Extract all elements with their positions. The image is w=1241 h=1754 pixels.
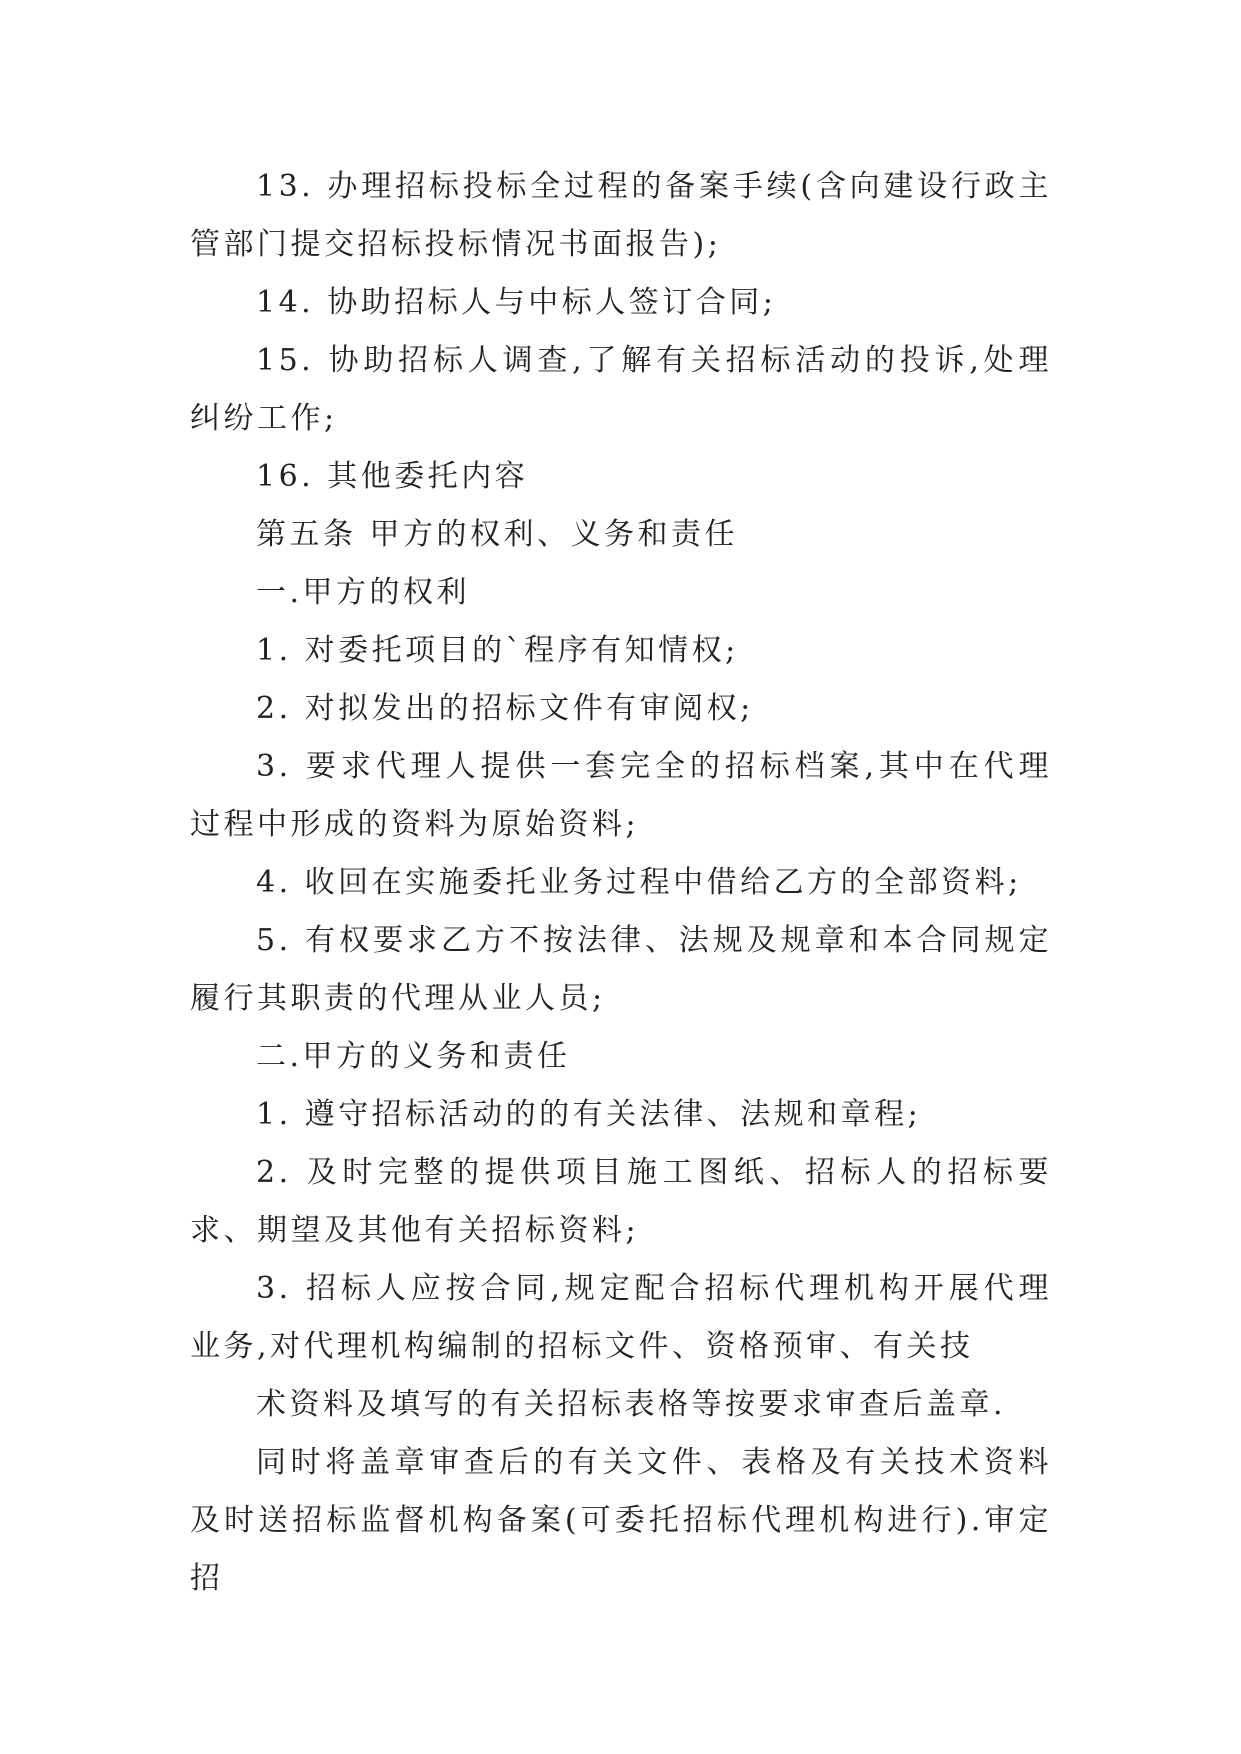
rights-item-5: 5. 有权要求乙方不按法律、法规及规章和本合同规定履行其职责的代理从业人员;	[190, 923, 1052, 1016]
obligations-item-3-continued: 术资料及填写的有关招标表格等按要求审查后盖章.	[256, 1387, 1007, 1422]
subsection-heading-obligations: 二.甲方的义务和责任	[256, 1039, 571, 1074]
subsection-heading-rights: 一.甲方的权利	[256, 575, 471, 610]
obligations-item-3: 3. 招标人应按合同,规定配合招标代理机构开展代理业务,对代理机构编制的招标文件、资格预审、有关技	[190, 1271, 1052, 1364]
obligations-item-1: 1. 遵守招标活动的的有关法律、法规和章程;	[256, 1097, 922, 1132]
rights-item-1: 1. 对委托项目的`程序有知情权;	[256, 633, 739, 668]
rights-item-3: 3. 要求代理人提供一套完全的招标档案,其中在代理过程中形成的资料为原始资料;	[190, 749, 1052, 842]
paragraph-item-13: 13. 办理招标投标全过程的备案手续(含向建设行政主管部门提交招标投标情况书面报告);	[190, 169, 1052, 262]
paragraph-item-15: 15. 协助招标人调查,了解有关招标活动的投诉,处理纠纷工作;	[190, 343, 1052, 436]
obligations-item-2: 2. 及时完整的提供项目施工图纸、招标人的招标要求、期望及其他有关招标资料;	[190, 1155, 1052, 1248]
paragraph-item-14: 14. 协助招标人与中标人签订合同;	[256, 285, 777, 320]
section-heading-article-5: 第五条 甲方的权利、义务和责任	[256, 517, 739, 552]
rights-item-2: 2. 对拟发出的招标文件有审阅权;	[256, 691, 754, 726]
rights-item-4: 4. 收回在实施委托业务过程中借给乙方的全部资料;	[256, 865, 1022, 900]
obligations-item-3-filing: 同时将盖章审查后的有关文件、表格及有关技术资料及时送招标监督机构备案(可委托招标代理机构进行).审定招	[190, 1445, 1052, 1596]
paragraph-item-16: 16. 其他委托内容	[256, 459, 529, 494]
document-body	[190, 158, 1052, 1608]
